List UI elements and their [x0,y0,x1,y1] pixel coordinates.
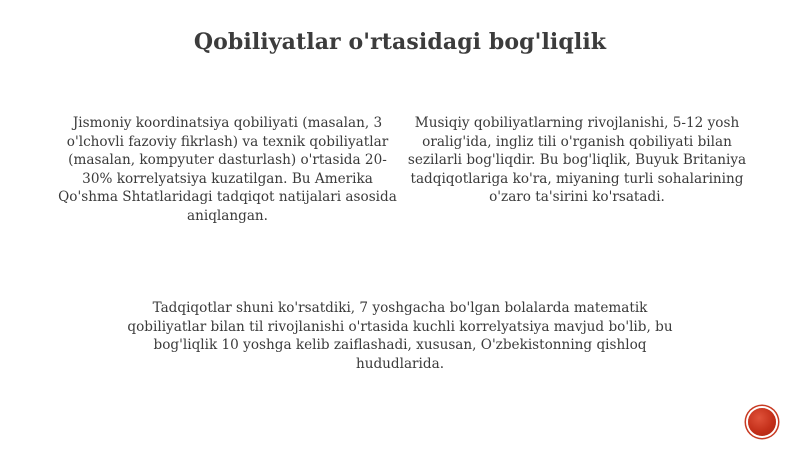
next-slide-icon[interactable] [748,408,776,436]
slide-title: Qobiliyatlar o'rtasidagi bog'liqlik [193,29,607,55]
paragraph-music-language: Musiqiy qobiliyatlarning rivojlanishi, 5-12 yosh oralig'ida, ingliz tili o'rganish qobiliyati bilan sezilarli bog'liqdir. Bu bog'liqlik, Buyuk Britaniya tadqiqotlariga ko'ra, miyaning turli sohalarining o'zaro ta'sirini ko'rsatadi. [407,115,747,206]
paragraph-physical-technical: Jismoniy koordinatsiya qobiliyati (masalan, 3 o'lchovli fazoviy fikrlash) va texnik qobiliyatlar (masalan, kompyuter dasturlash) o'rtasida 20-30% korrelyatsiya kuzatilgan. Bu Amerika Qo'shma Shtatlaridagi tadqiqot natijalari asosida aniqlangan. [58,115,397,224]
paragraph-math-language: Tadqiqotlar shuni ko'rsatdiki, 7 yoshgacha bo'lgan bolalarda matematik qobiliyatlar bilan til rivojlanishi o'rtasida kuchli korrelyatsiya mavjud bo'lib, bu bog'liqlik 10 yoshga kelib zaiflashadi, xususan, O'zbekistonning qishloq hududlarida. [127,300,673,372]
